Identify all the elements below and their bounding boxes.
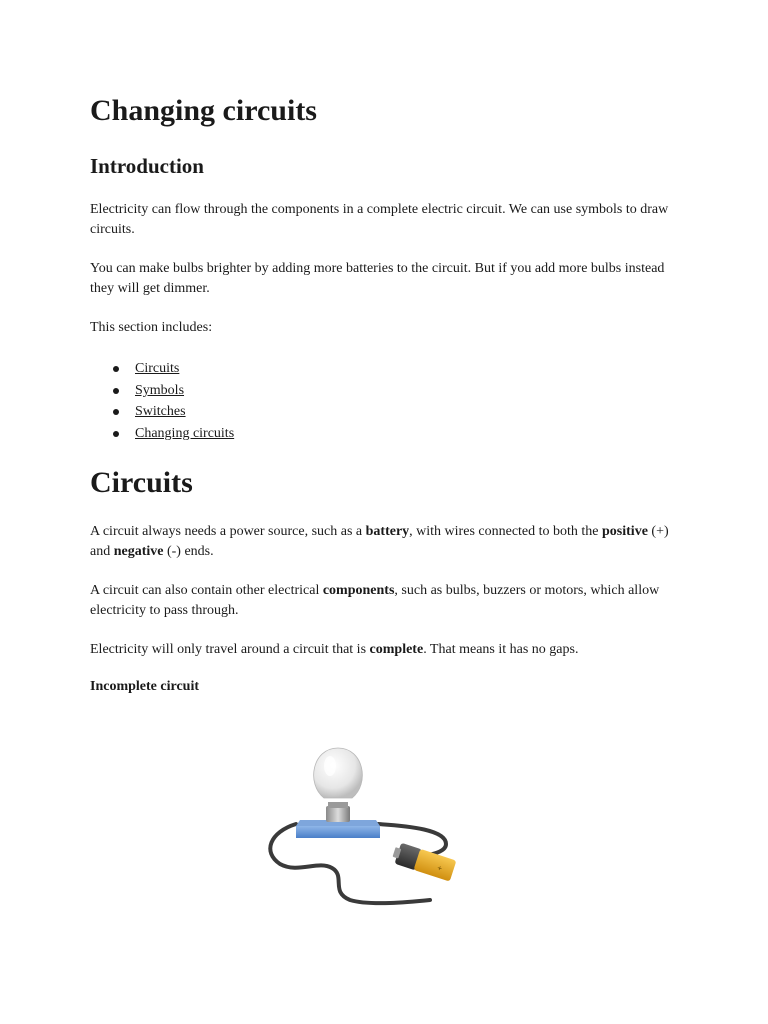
page-title: Changing circuits [90, 94, 317, 127]
introduction-heading: Introduction [90, 154, 204, 178]
text-run: Electricity will only travel around a circuit that is [90, 642, 370, 657]
text-run: (+) and [90, 524, 669, 559]
list-item [90, 423, 234, 445]
link-symbols[interactable]: Symbols [135, 382, 185, 398]
text-run: , with wires connected to both the [409, 524, 603, 539]
list-item [90, 401, 234, 423]
text-run: , such as bulbs, buzzers or motors, which allow electricity to pass through. [90, 583, 660, 618]
intro-paragraph-1: Electricity can flow through the components in a complete electric circuit. We can use symbols to draw circuits. [90, 202, 669, 237]
text-run: (-) ends. [163, 544, 214, 559]
light-bulb-icon [296, 748, 380, 838]
bold-term-components: components [322, 583, 395, 598]
circuits-paragraph-2 [90, 581, 680, 621]
intro-paragraph-2: You can make bulbs brighter by adding more batteries to the circuit. But if you add more bulbs instead they will get dimmer. [90, 261, 665, 296]
text-run: . That means it has no gaps. [423, 642, 579, 657]
circuits-paragraph-1 [90, 522, 680, 562]
svg-text:+: + [435, 863, 444, 874]
link-changing-circuits[interactable]: Changing circuits [135, 426, 235, 442]
bold-term-negative: negative [113, 544, 164, 559]
circuits-heading: Circuits [90, 466, 193, 499]
section-links-list [90, 358, 234, 445]
text-run: A circuit always needs a power source, such as a [90, 524, 366, 539]
link-circuits[interactable]: Circuits [135, 361, 180, 376]
list-item [90, 380, 234, 402]
figure-caption: Incomplete circuit [90, 679, 199, 694]
bold-term-complete: complete [369, 642, 424, 657]
text-run: A circuit can also contain other electrical [90, 583, 323, 598]
link-switches[interactable]: Switches [135, 404, 186, 420]
circuits-paragraph-3 [90, 640, 680, 660]
intro-paragraph-3: This section includes: [90, 320, 213, 335]
bold-term-battery: battery [365, 524, 410, 539]
list-item [90, 358, 234, 380]
incomplete-circuit-illustration [260, 740, 460, 915]
bold-term-positive: positive [602, 524, 648, 539]
